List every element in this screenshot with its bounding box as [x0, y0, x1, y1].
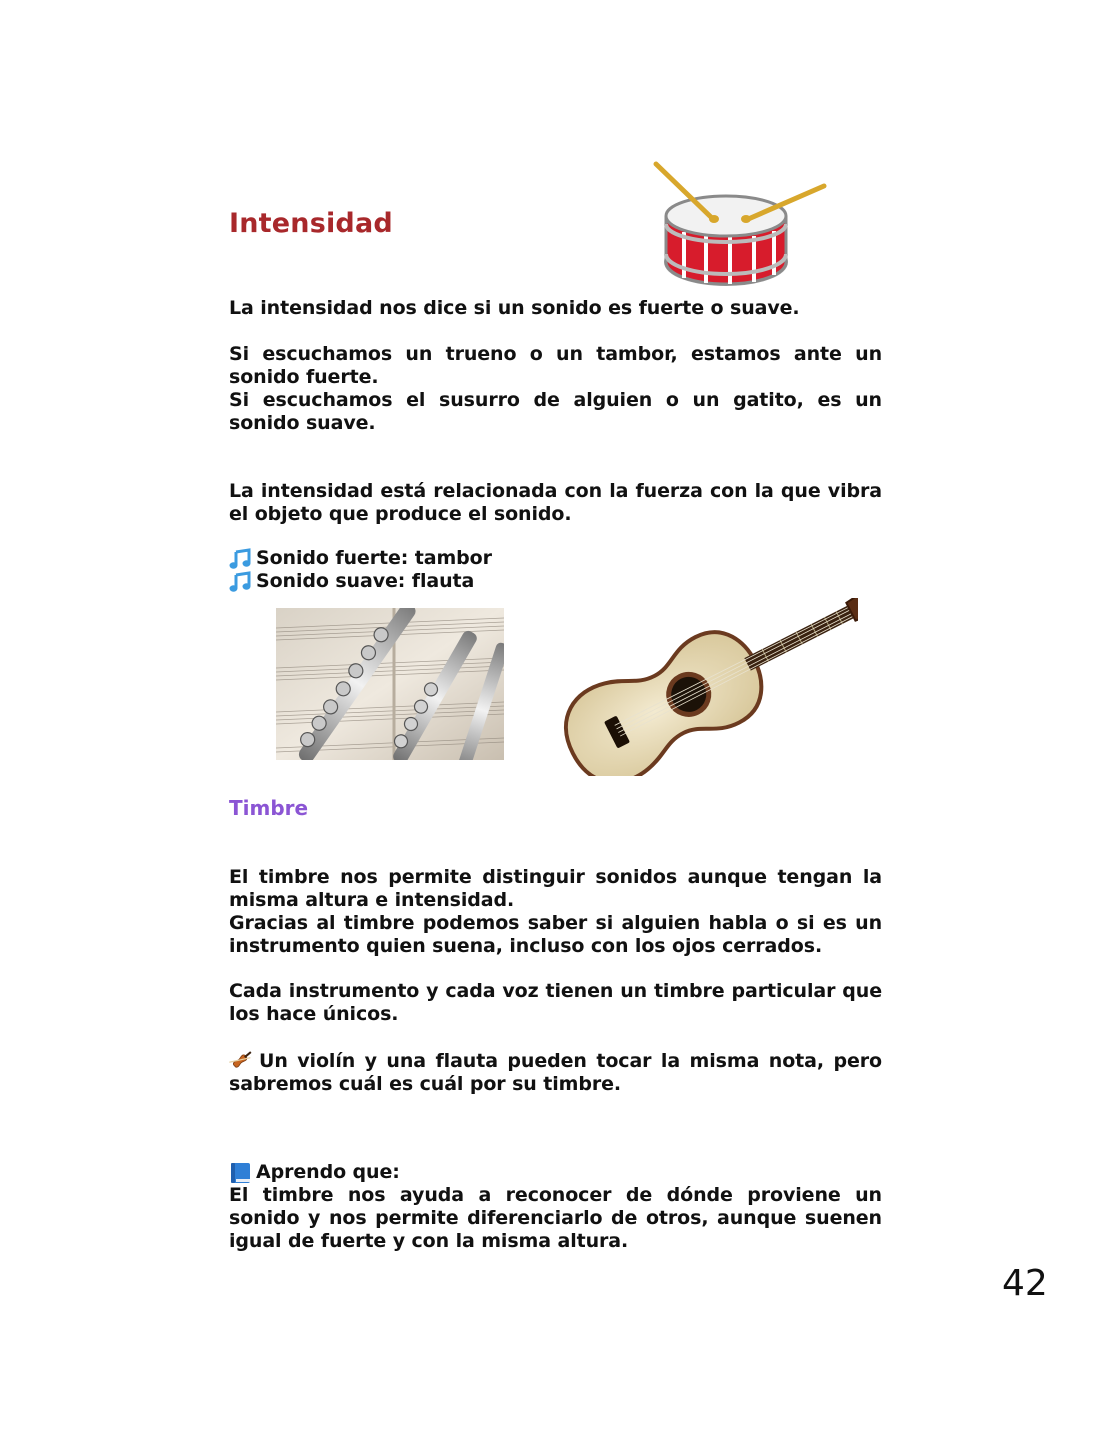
aprendo-heading: [229, 1161, 882, 1184]
aprendo-title: Aprendo que:: [256, 1161, 400, 1183]
intensidad-paragraph-3: La intensidad está relacionada con la fuerza con la que vibra el objeto que produce el sonido.: [229, 480, 882, 525]
timbre-paragraph-1b: Gracias al timbre podemos saber si alguien habla o si es un instrumento quien suena, incluso con los ojos cerrados.: [229, 912, 882, 957]
aprendo-text: El timbre nos ayuda a reconocer de dónde proviene un sonido y nos permite diferenciarlo de otros, aunque suenen igual de fuerte y con la misma altura.: [229, 1184, 882, 1252]
intensidad-paragraph-2a: Si escuchamos un trueno o un tambor, estamos ante un sonido fuerte.: [229, 343, 882, 388]
aprendo-block: [229, 1161, 882, 1253]
bullet-text-fuerte: Sonido fuerte: tambor: [256, 547, 492, 569]
section-title-intensidad: Intensidad: [229, 208, 393, 239]
music-note-icon: [229, 548, 253, 570]
bullet-list: [229, 547, 882, 593]
flute-photo: [276, 608, 504, 760]
blue-book-icon: [229, 1162, 253, 1184]
intensidad-paragraph-2b: Si escuchamos el susurro de alguien o un gatito, es un sonido suave.: [229, 389, 882, 434]
timbre-paragraph-1a: El timbre nos permite distinguir sonidos aunque tengan la misma altura e intensidad.: [229, 866, 882, 911]
bullet-sonido-fuerte: [229, 547, 882, 570]
bullet-text-suave: Sonido suave: flauta: [256, 570, 475, 592]
timbre-paragraph-2: Cada instrumento y cada voz tienen un timbre particular que los hace únicos.: [229, 980, 882, 1025]
violin-icon: [229, 1048, 253, 1070]
guitar-photo: [552, 598, 858, 776]
music-note-icon: [229, 571, 253, 593]
drum-icon: [648, 156, 832, 294]
section-title-timbre: Timbre: [229, 796, 309, 820]
timbre-paragraph-3-text: Un violín y una flauta pueden tocar la misma nota, pero sabremos cuál es cuál por su timbre.: [229, 1050, 882, 1095]
page-number: 42: [1002, 1263, 1048, 1304]
intensidad-paragraph-1: La intensidad nos dice si un sonido es fuerte o suave.: [229, 297, 800, 319]
timbre-paragraph-3: [229, 1048, 882, 1096]
bullet-sonido-suave: [229, 570, 882, 593]
